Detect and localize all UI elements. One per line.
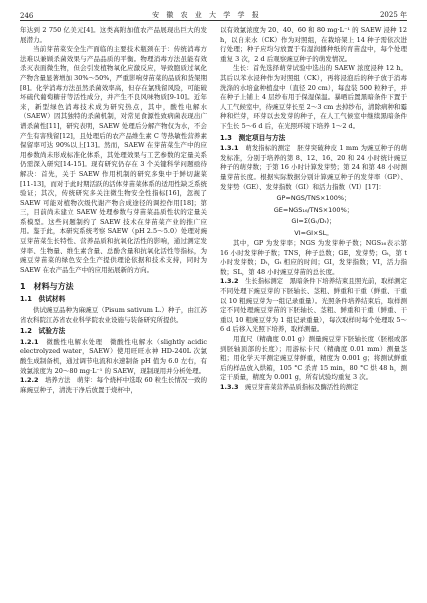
germination-index-text: 胚芽突破种皮 1 mm 为豌豆种子的萌发标准，分别于培养的第 8、12、16、20 和 24 小时统计豌豆种子的萌芽数；于第 16 小时计算发芽势；第 24 和第 48 小时测量芽苗长度。根据实际数据分别计算豌豆种子的发芽率（GP）、发芽势（GE）、发芽指数（GI）和活力指数（VI）[17]： (220, 144, 407, 191)
cultivation-method-title: 培养方法 (45, 377, 71, 385)
germination-index-paragraph (220, 144, 407, 192)
formula-vi: VI=GI×SL。 (294, 228, 333, 237)
left-column (20, 26, 207, 598)
two-column-body (20, 26, 407, 598)
saew-treatment-text: 微酸性电解水（slightly acidic electrolyzed water，SAEW）使用旺旺水神 HD-240L 次氯酸生成制备机，通过调节电流和水速制备 pH 值为 6.0 左右，有效氯浓度为 20～80 mg·L⁻¹ 的 SAEW，现制现用并分析处理。 (20, 337, 208, 375)
variable-definitions: 其中，GP 为发芽率；NGS 为发芽种子数；NGS₁₆表示第 16 小时发芽种子数；TNS，种子总数；GE，发芽势；Gₜ，第 t 小时发芽数；Dₜ，Gₜ 相应的时间；GI，发芽指数；VI，活力指数；SL，第 48 小时豌豆芽苗的总长度。 (220, 239, 407, 276)
nutrition-heading-paragraph (220, 383, 407, 393)
section-heading-materials-methods: 1 材料与方法 (20, 282, 74, 292)
germination-index-title: 萌发指标的测定 (245, 145, 291, 153)
right-column (220, 26, 407, 598)
running-header (20, 8, 407, 21)
saew-treatment-paragraph (20, 338, 207, 376)
publication-year: 2025 年 (379, 11, 407, 19)
subsection-heading-test-materials: 1.1 供试材料 (20, 295, 66, 304)
page-number: 246 (20, 12, 34, 20)
growth-index-paragraph (220, 277, 407, 335)
nutrition-index-title: 豌豆芽苗菜营养品质指标及酶活性的测定 (245, 384, 359, 391)
subsection-heading-test-methods: 1.2 试验方法 (20, 327, 66, 336)
growth-index-number: 1.3.2 (220, 277, 239, 286)
saew-treatment-title: 微酸性电解水处理 (46, 338, 103, 346)
germination-index-number: 1.3.1 (220, 144, 239, 153)
cultivation-method-number: 1.2.2 (20, 376, 39, 385)
measurement-paragraph: 用直尺（精确度 0.01 g）测量豌豆芽下胚轴长度（胚根或部到胚轴顶部的长度）；用游标卡尺（精确度 0.01 mm）测量茎粗；用化学天平测定豌豆芽鲜重，精度为 0.001 g；将测试鲜重后的样品放入烘箱，105 °C 杀青 15 min，80 °C 烘 48 h，测定干质量，精度为 0.001 g，所有试验均重复 3 次。 (220, 335, 407, 382)
journal-name: 安 徽 农 业 大 学 学 报 (152, 11, 262, 19)
formula-ge: GE=NGS₁₆/TNS×100%； (273, 205, 354, 214)
cultivation-method-text: 萌芽：每个烧杯中选取 60 粒生长情况一致的麻豌豆种子，清洗干净后放置于烧杯中， (20, 376, 208, 394)
saew-treatment-number: 1.2.1 (20, 337, 39, 346)
growth-index-text: 黑暗条件下培养结束且照光前，取样测定不同处理下豌豆芽的下胚轴长、茎粗、鲜重和干重（鲜重、干重以 10 粗豌豆芽为一组记录重量）。光照条件培养结束后，取样测定不同处理豌豆芽苗的下胚轴长、茎粗、鲜重和干重（鲜重、干重以 10 粗豌豆芽为 1 组记录重量），每次取样时每个处理取 5～6 d 后移入光照下培养，取样测量。 (220, 277, 407, 334)
test-materials-text: 供试豌豆品种为麻豌豆（Pisum sativum L.）种子，由江苏省农科院江苏省农业科学院农业设施与装备研究所提供。 (20, 306, 207, 324)
nutrition-index-number: 1.3.3 (220, 383, 239, 391)
cultivation-method-paragraph (20, 376, 207, 395)
intro-paragraph-2: 当前芽苗菜安全生产面临的主要技术瓶颈在于：传统消毒方法难以兼顾杀菌效果与产品品质的平衡。物理消毒方法虽能有效杀灭表面微生物，但会引发植物氧化应激反应，导致胞质过氧化产物含量显著增加 30%～50%，严重影响芽苗菜的品质和货架期[8]。化学消毒方法虽然杀菌效率高，但存在氯残留风险，可能破坏硫代葡萄糖苷等活性成分，并产生不良风味物质[9-10]。近年来，新型绿色消毒技术成为研究热点，其中，酸性电解水（SAEW）因其独特的杀菌机制，对常见食源性致病菌表现出广谱杀菌性[11]，研究表明，SAEW 处理后分解产物仅为水，不会产生有害残留[12]，且处理后的农产品维生素 C 等热敏性营养素保留率可达 90%以上[13]。然而，SAEW 在芽苗菜生产中的应用参数尚未形成标准化体系，其处理效果与工艺参数的定量关系仍需深入研究[14-15]。现有研究仍存在 3 个关键科学问题亟待解决：首先，关于 SAEW 作用机制的研究多集中于鲜切蔬菜[11-13]，而对于此时期活跃的活体芽苗菜体系的适用性缺乏系统验证；其次，传统研究多关注微生物安全性指标[16]，忽视了 SAEW 可能对植物次级代谢产物合成途径的调控作用[18]；第三，目前尚未建立 SAEW 处理参数与芽苗菜品质性状的定量关系模型。这些问题制约了 SAEW 技术在芽苗菜产业的推广应用。鉴于此，本研究系统考察 SAEW（pH 2.5～5.0）处理对豌豆芽苗菜生长特性、营养品质和抗氧化活性的影响，通过测定发芽率、生物量、维生素含量、总酚含量和抗氧化活性等指标，为豌豆芽苗菜的绿色安全生产提供理论依据和技术支持，同时为 SAEW 在农产品生产中的应用拓展新的方向。 (20, 45, 207, 274)
germination-continuation: 以有效氯浓度为 20、40、60 和 80 mg·L⁻¹ 的 SAEW 浸种 12 h，以自来水（CK）作为对照组，在栽培架上 14 种子需依次进行处理；种子应均匀放置于有湿润播种纸的育苗盘中，每个处理重复 3 次，2 d 后观察豌豆种子的萌发情况。 (220, 26, 407, 63)
growth-paragraph: 生长：首先选择萌芽试验中选出的 SAEW 浓度浸种 12 h。其后以苯水浸种作为对照组（CK），再将浸泡后的种子放于消毒洗涤的水培盒种植盘中（直径 20 cm），每盘装 500 粒种子，并在种子上铺上 4 层纱布用于保湿保温。暴晒后置黑暗条件下置于人工气候室中，待豌豆芽长至 2～3 cm 去掉纱布，清除病种和霉种和烂芽，环芽以去发芽的种子，在人工气候室中继续黑暗条件下生长 5～6 d 后，在光照环境下培养 1～2 d。 (220, 64, 407, 130)
intro-continuation: 年达到 2 750 亿美元[4]。这类高附加值农产品展现出巨大的发展潜力。 (20, 26, 207, 44)
formula-gp: GP=NGS/TNS×100%； (276, 194, 351, 203)
subsection-heading-measurement: 1.3 测定项目与方法 (220, 133, 286, 142)
growth-index-title: 生长指标测定 (245, 278, 284, 286)
formula-gi: GI=Σ(Gₜ/Dₜ)； (291, 217, 336, 226)
